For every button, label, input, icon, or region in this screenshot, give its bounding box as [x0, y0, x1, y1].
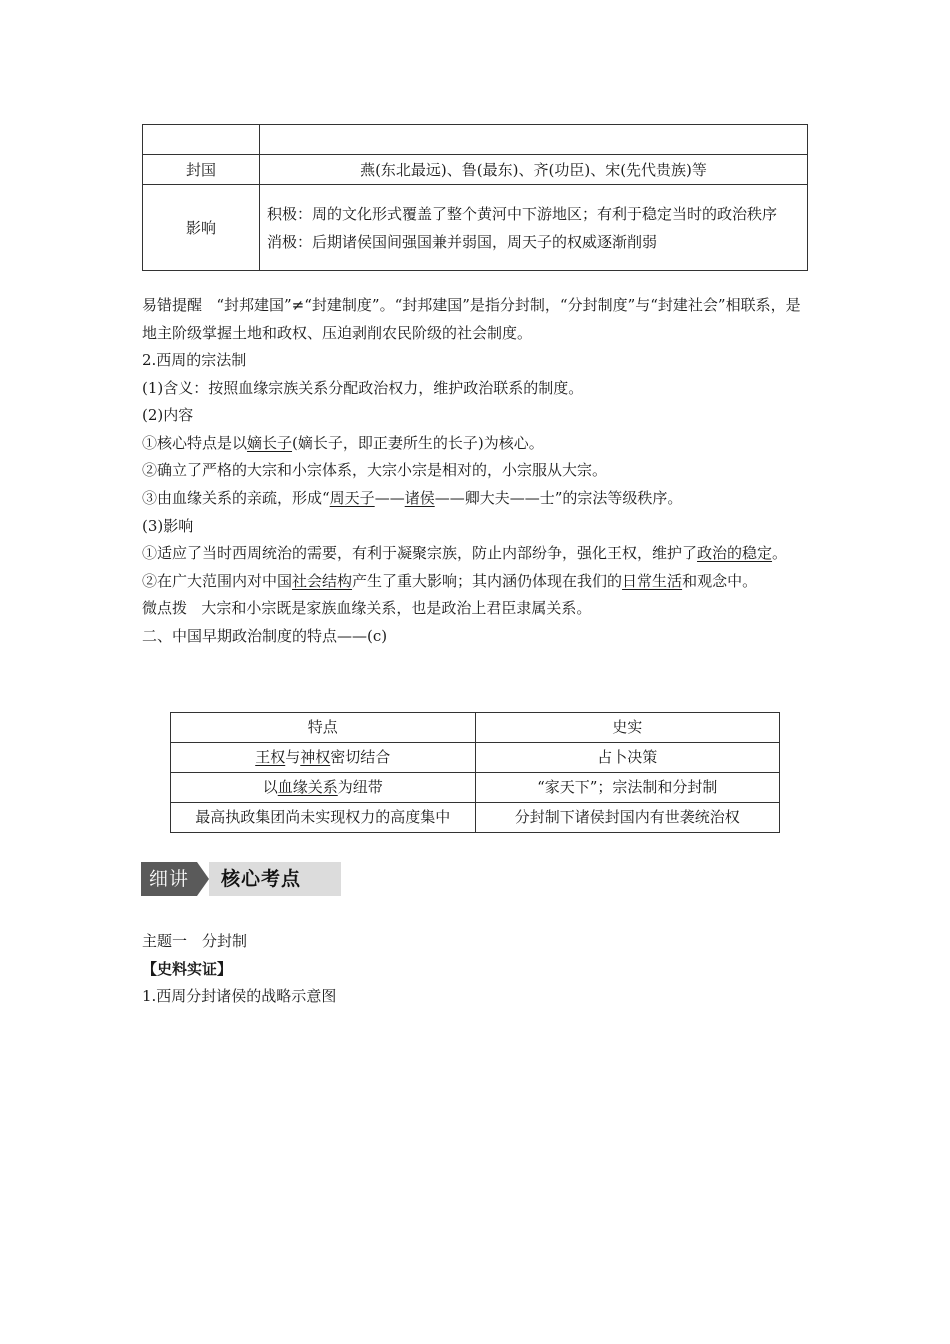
topic-title: 主题一 分封制 [142, 932, 248, 950]
table-cell-empty [260, 125, 808, 155]
features-table [170, 712, 780, 833]
section-banner [141, 862, 341, 896]
table-header: 特点 [171, 713, 476, 743]
zongfa-impact-1: ①适应了当时西周统治的需要，有利于凝聚宗族，防止内部纷争，强化王权，维护了政治的稳定。 [142, 544, 788, 563]
section2-heading: 二、中国早期政治制度的特点——(c) [142, 626, 388, 645]
banner-arrow-icon [197, 862, 209, 896]
zongfa-content-heading: (2)内容 [142, 406, 194, 425]
zongfa-meaning: (1)含义：按照血缘宗族关系分配政治权力，维护政治联系的制度。 [142, 378, 584, 397]
evidence-heading: 【史料实证】 [142, 959, 233, 978]
tip-text: “封邦建国”≠“封建制度”。“封邦建国”是指分封制，“分封制度”与“封建社会”相联系，是地主阶级掌握土地和政权、压迫剥削农民阶级的社会制度。 [142, 296, 801, 342]
table-row [171, 713, 780, 743]
zongfa-content-2: ②确立了严格的大宗和小宗体系，大宗小宗是相对的，小宗服从大宗。 [142, 461, 608, 480]
underlined-term: 嫡长子 [247, 433, 293, 452]
impact-negative: 消极：后期诸侯国间强国兼并弱国，周天子的权威逐渐削弱 [267, 232, 658, 251]
tip-paragraph [142, 292, 812, 347]
table-row [171, 803, 780, 833]
feature-cell: 王权与神权密切结合 [171, 743, 476, 773]
row-label-fengguo: 封国 [143, 155, 260, 185]
fact-cell: 分封制下诸侯封国内有世袭统治权 [475, 803, 780, 833]
zongfa-heading: 2.西周的宗法制 [142, 351, 247, 369]
note-label: 微点拨 [142, 599, 188, 618]
note-text: 大宗和小宗既是家族血缘关系，也是政治上君臣隶属关系。 [201, 599, 592, 618]
zongfa-content-3: ③由血缘关系的亲疏，形成“周天子——诸侯——卿大夫——士”的宗法等级秩序。 [142, 488, 683, 507]
note-paragraph [142, 595, 812, 623]
tip-label: 易错提醒 [142, 296, 203, 314]
underlined-term: 周天子 [329, 488, 375, 507]
underlined-term: 诸侯 [404, 488, 435, 507]
topic-item-1: 1.西周分封诸侯的战略示意图 [142, 987, 337, 1006]
underlined-term: 社会结构 [292, 571, 353, 590]
yingxiang-content [260, 185, 808, 271]
fengguo-content: 燕(东北最远)、鲁(最东)、齐(功臣)、宋(先代贵族)等 [260, 155, 808, 185]
banner-label-right: 核心考点 [209, 862, 341, 896]
table-row [143, 125, 808, 155]
fact-cell: 占卜决策 [475, 743, 780, 773]
banner-label-left: 细讲 [141, 862, 197, 896]
underlined-term: 政治的稳定 [697, 544, 773, 563]
table-row [143, 185, 808, 271]
table-row [143, 155, 808, 185]
zongfa-content-1: ①核心特点是以嫡长子(嫡长子，即正妻所生的长子)为核心。 [142, 433, 544, 452]
underlined-term: 日常生活 [622, 571, 683, 590]
table-row [171, 773, 780, 803]
feature-cell: 最高执政集团尚未实现权力的高度集中 [171, 803, 476, 833]
topic-section [142, 928, 812, 1011]
feature-cell: 以血缘关系为纽带 [171, 773, 476, 803]
zongfa-section [142, 347, 812, 651]
table-header: 史实 [475, 713, 780, 743]
row-label-yingxiang: 影响 [143, 185, 260, 271]
table-row [171, 743, 780, 773]
fenfeng-table [142, 124, 808, 271]
fact-cell: “家天下”；宗法制和分封制 [475, 773, 780, 803]
zongfa-impact-heading: (3)影响 [142, 516, 194, 535]
table-cell-empty [143, 125, 260, 155]
zongfa-impact-2: ②在广大范围内对中国社会结构产生了重大影响；其内涵仍体现在我们的日常生活和观念中。 [142, 571, 758, 590]
impact-positive: 积极：周的文化形式覆盖了整个黄河中下游地区；有利于稳定当时的政治秩序 [267, 204, 778, 223]
